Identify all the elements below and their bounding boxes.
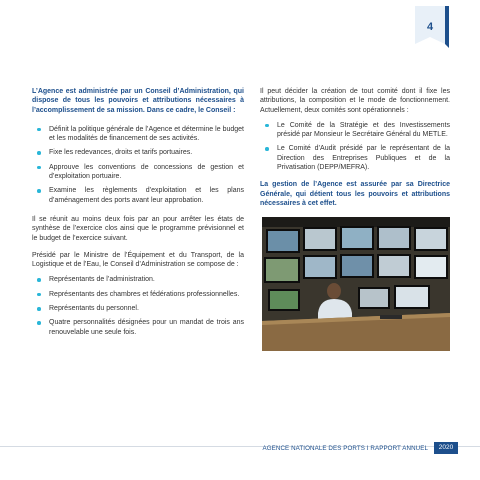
members-list — [32, 275, 244, 336]
meeting-paragraph: Il se réunit au moins deux fois par an pour arrêter les états de synthèse de l’exercice clos ainsi que le programme prévisionnel et le budget de l’exercice suivant. — [32, 215, 244, 242]
list-item: Approuve les conventions de concessions de gestion et d’exploitation portuaire. — [32, 163, 244, 182]
composition-intro: Présidé par le Ministre de l’Équipement et du Transport, de la Logistique et de l’Eau, le Conseil d’Administration se compose de : — [32, 251, 244, 269]
list-item: Représentants des chambres et fédérations professionnelles. — [32, 290, 244, 299]
list-item: Représentants de l’administration. — [32, 275, 244, 284]
management-lead: La gestion de l’Agence est assurée par sa Directrice Générale, qui détient tous les pouvoirs et attributions nécessaires à cet effet. — [260, 181, 450, 207]
council-duties-list — [32, 125, 244, 205]
footer-publication: AGENCE NATIONALE DES PORTS I RAPPORT ANNUEL — [262, 445, 428, 452]
left-column — [32, 87, 244, 337]
footer-year-badge: 2020 — [434, 442, 458, 454]
list-item: Examine les règlements d’exploitation et les plans d’aménagement des ports avant leur approbation. — [32, 186, 244, 205]
list-item: Définit la politique générale de l’Agence et détermine le budget et les modalités de financement de ses activités. — [32, 125, 244, 144]
control-room-photo — [262, 217, 450, 351]
list-item: Fixe les redevances, droits et tarifs portuaires. — [32, 148, 244, 157]
page-number: 4 — [426, 21, 434, 33]
list-item: Représentants du personnel. — [32, 304, 244, 313]
list-item: Quatre personnalités désignées pour un mandat de trois ans renouvelable une seule fois. — [32, 318, 244, 337]
right-column — [260, 87, 450, 208]
committees-list — [260, 121, 450, 172]
board-intro: L’Agence est administrée par un Conseil d’Administration, qui dispose de tous les pouvoirs et attributions nécessaires à l’accomplissement de sa mission. Dans ce cadre, le Conseil : — [32, 88, 244, 114]
list-item: Le Comité d’Audit présidé par le représentant de la Direction des Entreprises Publiques et de la Privatisation (DEPP/MEFRA). — [260, 144, 450, 172]
list-item: Le Comité de la Stratégie et des Investissements présidé par Monsieur le Secrétaire Général du METLE. — [260, 121, 450, 140]
page-number-badge — [411, 6, 449, 48]
committees-intro: Il peut décider la création de tout comité dont il fixe les attributions, la composition et le mode de fonctionnement. Actuellement, deux comités sont opérationnels : — [260, 88, 450, 114]
control-room-illustration — [262, 217, 450, 351]
